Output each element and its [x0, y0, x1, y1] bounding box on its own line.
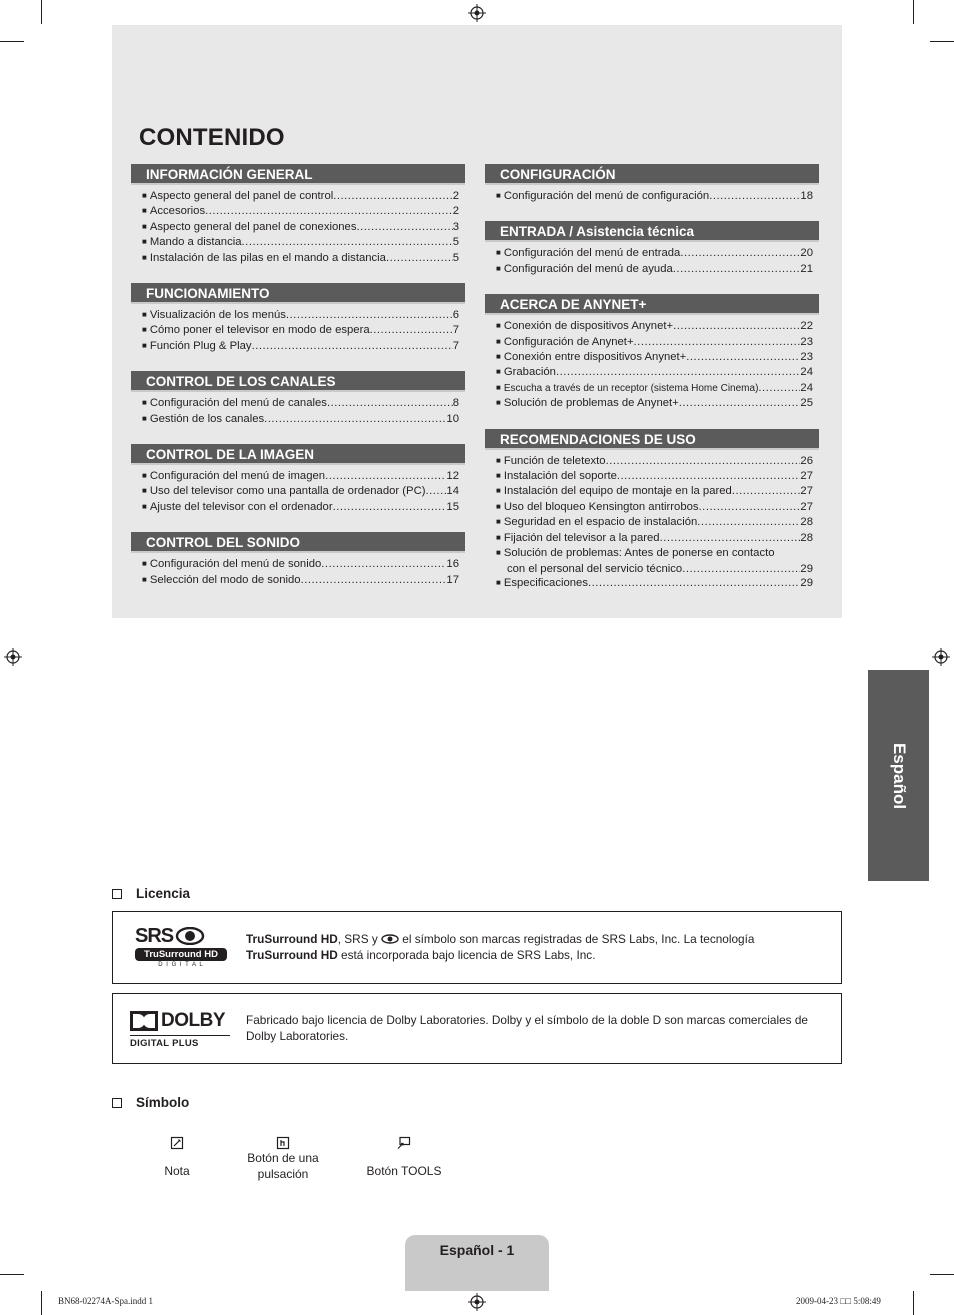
registration-mark-icon	[932, 648, 950, 666]
toc-entry[interactable]: ■ Grabación ..... 24	[496, 365, 813, 380]
srs-trusurround-logo: SRS TruSurround HD D I G I T A L	[135, 926, 227, 968]
toc-entry[interactable]: ■ Instalación del equipo de montaje en la pared ..... 27	[496, 484, 813, 499]
bullet-icon: ■	[496, 486, 501, 496]
toc-entry[interactable]: ■ Ajuste del televisor con el ordenador ..... 15	[142, 500, 459, 515]
language-tab-label: Español	[889, 742, 909, 809]
toc-section	[485, 429, 819, 592]
toc-entry[interactable]: ■ Configuración del menú de imagen ..... 12	[142, 469, 459, 484]
bullet-icon: ■	[142, 252, 147, 262]
bullet-icon: ■	[142, 221, 147, 231]
toc-entry[interactable]: ■ Función Plug & Play ..... 7	[142, 339, 459, 354]
toc-entry[interactable]: ■ Visualización de los menús ..... 6	[142, 308, 459, 323]
section-heading: CONFIGURACIÓN	[485, 164, 819, 185]
toc-entry[interactable]: ■ Aspecto general del panel de control ..... 2	[142, 189, 459, 204]
note-icon	[170, 1136, 184, 1150]
bullet-icon: ■	[496, 517, 501, 527]
crop-mark	[913, 1291, 914, 1315]
bullet-icon: ■	[496, 577, 501, 587]
toc-entry[interactable]: ■ Configuración del menú de canales ..... 8	[142, 396, 459, 411]
bullet-icon: ■	[496, 321, 501, 331]
toc-entry[interactable]: ■ Especificaciones ..... 29	[496, 576, 813, 591]
toc-entry[interactable]: ■ Instalación del soporte ..... 27	[496, 469, 813, 484]
toc-section	[485, 221, 819, 277]
bullet-icon: ■	[142, 206, 147, 216]
checkbox-square-icon	[112, 1098, 122, 1108]
one-touch-icon	[276, 1136, 290, 1150]
page-number-tab	[405, 1235, 549, 1291]
page-title: CONTENIDO	[139, 124, 285, 151]
toc-entry[interactable]: con el personal del servicio técnico ..... 29	[496, 562, 813, 576]
srs-license-box	[112, 911, 842, 984]
symbol-one-touch: Botón de una pulsación	[236, 1136, 330, 1182]
toc-entry[interactable]: ■ Uso del televisor como una pantalla de ordenador (PC) ..... 14	[142, 484, 459, 499]
toc-left-column	[131, 164, 465, 588]
symbol-heading: Símbolo	[112, 1095, 189, 1110]
toc-entry[interactable]: ■ Cómo poner el televisor en modo de espera ..... 7	[142, 323, 459, 338]
file-name: BN68-02274A-Spa.indd 1	[58, 1296, 153, 1306]
bullet-icon: ■	[496, 382, 501, 392]
bullet-icon: ■	[496, 367, 501, 377]
registration-mark-icon	[4, 648, 22, 666]
srs-license-text: TruSurround HD, SRS y el símbolo son marcas registradas de SRS Labs, Inc. La tecnología TruSurround HD está incorporada bajo licencia de SRS Labs, Inc.	[246, 932, 755, 962]
toc-section	[131, 444, 465, 515]
bullet-icon: ■	[496, 471, 501, 481]
srs-symbol-icon	[381, 934, 399, 944]
bullet-icon: ■	[496, 191, 501, 200]
srs-circle-icon	[175, 927, 205, 945]
bullet-icon: ■	[496, 336, 501, 346]
section-heading: INFORMACIÓN GENERAL	[131, 164, 465, 185]
bullet-icon: ■	[142, 501, 147, 511]
toc-entry[interactable]: ■ Uso del bloqueo Kensington antirrobos ..... 27	[496, 500, 813, 515]
section-heading: CONTROL DEL SONIDO	[131, 532, 465, 553]
toc-section	[131, 164, 465, 266]
toc-entry[interactable]: ■ Escucha a través de un receptor (sistema Home Cinema) ..... 24	[496, 381, 813, 396]
double-d-icon	[130, 1011, 158, 1031]
toc-entry[interactable]: ■ Seguridad en el espacio de instalación ..... 28	[496, 515, 813, 530]
dolby-license-text: Fabricado bajo licencia de Dolby Laboratories. Dolby y el símbolo de la doble D son marcas comerciales de Dolby Laboratories.	[246, 1013, 808, 1043]
toc-section	[131, 532, 465, 588]
toc-entry[interactable]: ■ Gestión de los canales ..... 10	[142, 412, 459, 427]
bullet-icon: ■	[142, 559, 147, 569]
section-heading: CONTROL DE LA IMAGEN	[131, 444, 465, 465]
section-heading: ENTRADA / Asistencia técnica	[485, 221, 819, 242]
registration-mark-icon	[468, 4, 486, 22]
toc-entry[interactable]: ■ Configuración del menú de ayuda ..... 21	[496, 262, 813, 277]
bullet-icon: ■	[142, 340, 147, 350]
bullet-icon: ■	[496, 352, 501, 362]
toc-entry[interactable]: ■ Selección del modo de sonido ..... 17	[142, 573, 459, 588]
license-heading: Licencia	[112, 886, 190, 901]
crop-mark	[930, 1274, 954, 1275]
dolby-license-box	[112, 993, 842, 1064]
bullet-icon: ■	[142, 486, 147, 496]
tools-icon	[397, 1136, 411, 1150]
checkbox-square-icon	[112, 889, 122, 899]
crop-mark	[930, 41, 954, 42]
dolby-digital-plus-logo: DOLBY DIGITAL PLUS	[130, 1010, 230, 1046]
bullet-icon: ■	[496, 548, 501, 558]
crop-mark	[0, 41, 24, 42]
bullet-icon: ■	[142, 574, 147, 584]
toc-section	[485, 164, 819, 204]
section-heading: RECOMENDACIONES DE USO	[485, 429, 819, 450]
crop-mark	[41, 1291, 42, 1315]
bullet-icon: ■	[496, 263, 501, 273]
bullet-icon: ■	[496, 455, 501, 465]
crop-mark	[913, 0, 914, 24]
toc-entry[interactable]: ■ Solución de problemas: Antes de ponerse en contacto	[496, 547, 775, 560]
page-number: Español - 1	[439, 1242, 515, 1258]
bullet-icon: ■	[142, 413, 147, 423]
toc-section	[131, 371, 465, 427]
section-heading: CONTROL DE LOS CANALES	[131, 371, 465, 392]
bullet-icon: ■	[496, 398, 501, 408]
bullet-icon: ■	[142, 310, 147, 320]
bullet-icon: ■	[142, 191, 147, 200]
crop-mark	[41, 0, 42, 24]
symbol-note: Nota	[146, 1136, 208, 1179]
toc-entry[interactable]: ■ Accesorios ..... 2	[142, 204, 459, 219]
bullet-icon: ■	[496, 532, 501, 542]
bullet-icon: ■	[142, 325, 147, 335]
bullet-icon: ■	[142, 398, 147, 408]
registration-mark-icon	[468, 1293, 486, 1311]
toc-entry[interactable]: ■ Conexión entre dispositivos Anynet+ ..... 23	[496, 350, 813, 365]
toc-entry[interactable]: ■ Aspecto general del panel de conexiones ..... 3	[142, 220, 459, 235]
toc-entry[interactable]: ■ Solución de problemas de Anynet+ ..... 25	[496, 396, 813, 411]
toc-entry[interactable]: ■ Función de teletexto ..... 26	[496, 454, 813, 469]
toc-entry[interactable]: ■ Mando a distancia ..... 5	[142, 235, 459, 250]
toc-entry[interactable]: ■ Configuración del menú de configuración ..... 18	[496, 189, 813, 204]
bullet-icon: ■	[142, 237, 147, 247]
bullet-icon: ■	[496, 501, 501, 511]
language-tab[interactable]	[868, 670, 929, 881]
toc-entry[interactable]: ■ Configuración de Anynet+ ..... 23	[496, 335, 813, 350]
toc-section	[485, 294, 819, 411]
toc-right-column	[485, 164, 819, 591]
section-heading: ACERCA DE ANYNET+	[485, 294, 819, 315]
print-timestamp: 2009-04-23 □□ 5:08:49	[796, 1296, 881, 1306]
bullet-icon: ■	[142, 471, 147, 481]
toc-entry[interactable]: ■ Configuración del menú de sonido ..... 16	[142, 557, 459, 572]
symbol-tools: Botón TOOLS	[358, 1136, 450, 1179]
toc-section	[131, 283, 465, 354]
toc-entry[interactable]: ■ Instalación de las pilas en el mando a distancia ..... 5	[142, 251, 459, 266]
section-heading: FUNCIONAMIENTO	[131, 283, 465, 304]
toc-entry[interactable]: ■ Conexión de dispositivos Anynet+ ..... 22	[496, 319, 813, 334]
toc-entry[interactable]: ■ Fijación del televisor a la pared ..... 28	[496, 531, 813, 546]
crop-mark	[0, 1274, 24, 1275]
bullet-icon: ■	[496, 248, 501, 258]
toc-entry[interactable]: ■ Configuración del menú de entrada ..... 20	[496, 246, 813, 261]
